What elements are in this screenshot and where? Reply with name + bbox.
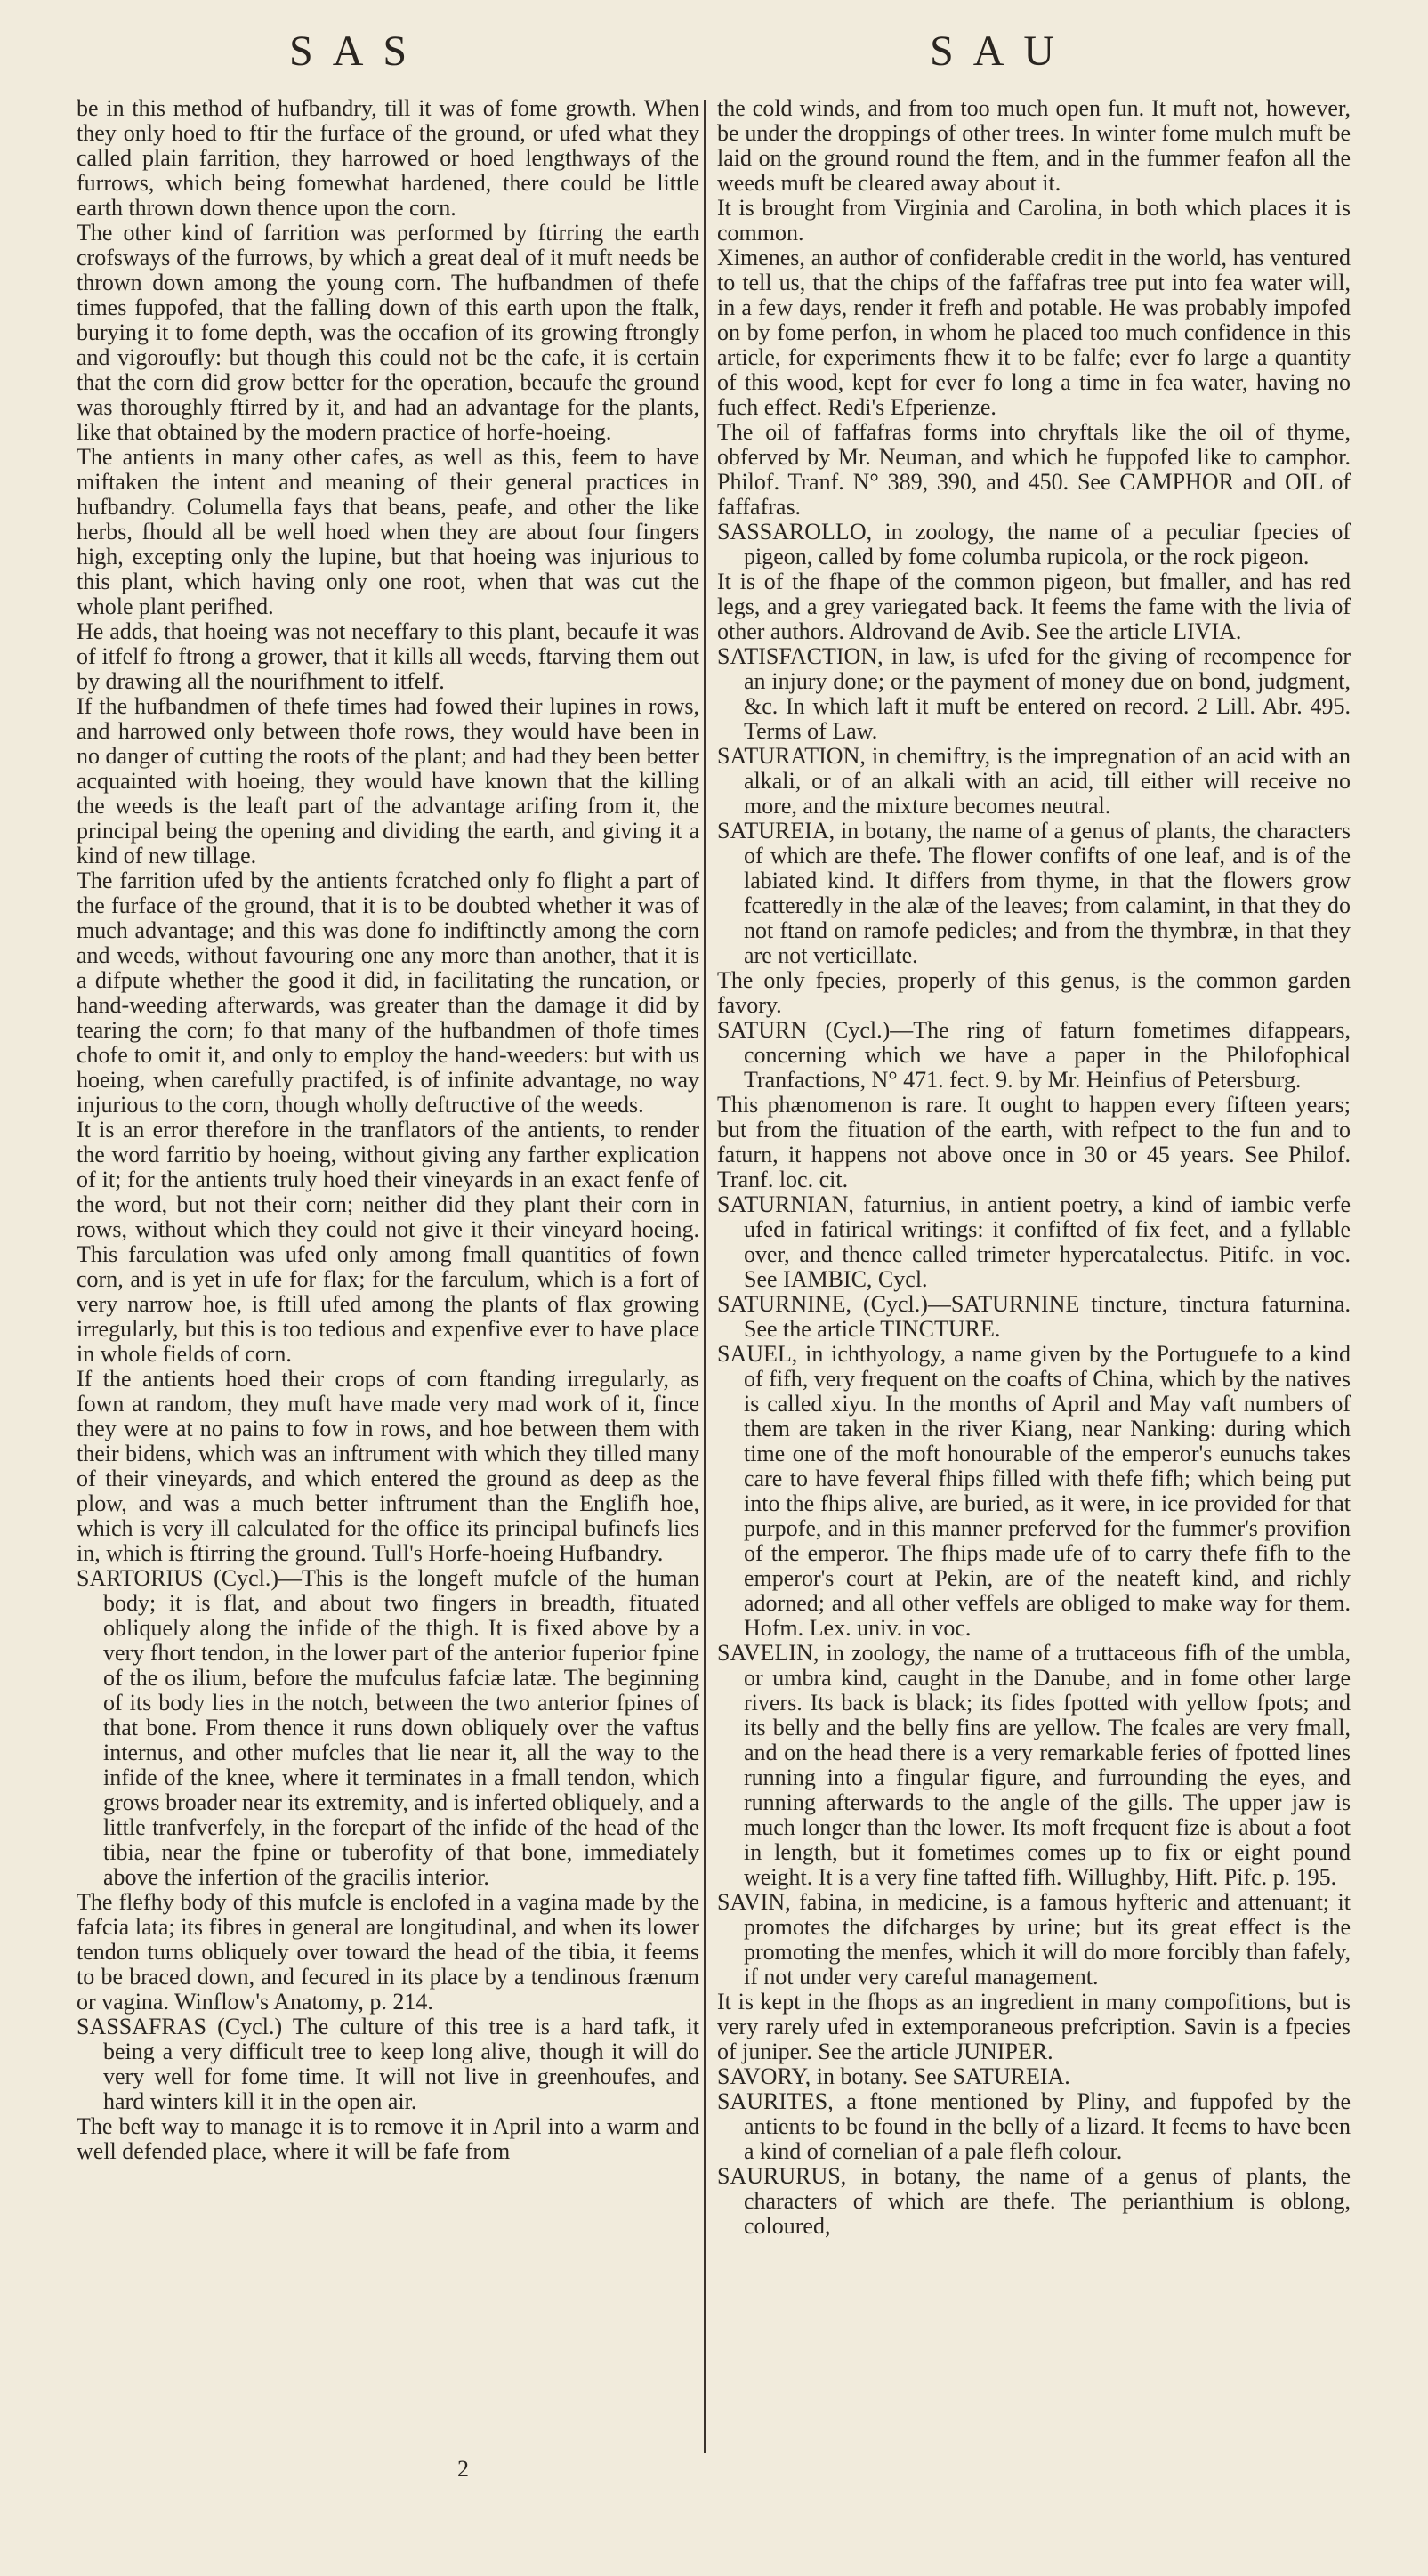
running-header [0,27,1428,80]
dictionary-entry: SAURURUS, in botany, the name of a genus of plants, the characters of which are thefe. The perianthium is oblong, coloured, [717,2163,1351,2239]
page-number: 2 [457,2456,469,2482]
paragraph: be in this method of hufbandry, till it was of fome growth. When they only hoed to ftir the furface of the ground, or ufed what they called plain farrition, they harrowed or hoed lengthways of the furrows, which being fomewhat hardened, there could be little earth thrown down thence upon the corn. [77,95,699,221]
paragraph: The antients in many other cafes, as well as this, feem to have miftaken the intent and meaning of their general practices in hufbandry. Columella fays that beans, peafe, and other the like herbs, fhould all be well hoed when they are about four fingers high, excepting only the lupine, but that hoeing was injurious to this plant, which having only one root, when that was cut the whole plant perifhed. [77,444,699,619]
dictionary-entry: SARTORIUS (Cycl.)—This is the longeft mufcle of the human body; it is flat, and about two fingers in breadth, fituated obliquely along the infide of the thigh. It is fixed above by a very fhort tendon, in the lower part of the anterior fuperior fpine of the os ilium, before the mufculus fafciæ latæ. The beginning of its body lies in the notch, between the two anterior fpines of that bone. From thence it runs down obliquely over the vaftus internus, and other mufcles that lie near it, all the way to the infide of the knee, where it terminates in a fmall tendon, which grows broader near its extremity, and is inferted obliquely, and a little tranfverfely, in the forepart of the infide of the head of the tibia, near the fpine or tuberofity of that bone, immediately above the infertion of the gracilis interior. [77,1565,699,1890]
paragraph: The other kind of farrition was performed by ftirring the earth crofsways of the furrows, by which a great deal of it muft needs be thrown down among the young corn. The hufbandmen of thefe times fuppofed, that the falling down of this earth upon the ftalk, burying it to fome depth, was the occafion of its growing ftrongly and vigoroufly: but though this could not be the cafe, it is certain that the corn did grow better for the operation, becaufe the ground was thoroughly ftirred by it, and had an advantage for the plants, like that obtained by the modern practice of horfe-hoeing. [77,220,699,445]
paragraph: The flefhy body of this mufcle is enclofed in a vagina made by the fafcia lata; its fibres in general are longitudinal, and when its lower tendon turns obliquely over toward the head of the tibia, it feems to be braced down, and fecured in its place by a tendinous frænum or vagina. Winflow's Anatomy, p. 214. [77,1889,699,2015]
paragraph: If the antients hoed their crops of corn ftanding irregularly, as fown at random, they muft have made very mad work of it, fince they were at no pains to fow in rows, and hoe between them with their bidens, which was an inftrument with which they tilled many of their vineyards, and which entered the ground as deep as the plow, and was a much better inftrument than the Englifh hoe, which is very ill calculated for the office its principal bufinefs lies in, which is ftirring the ground. Tull's Horfe-hoeing Hufbandry. [77,1366,699,1566]
dictionary-entry: SASSAROLLO, in zoology, the name of a peculiar fpecies of pigeon, called by fome columba rupicola, or the rock pigeon. [717,519,1351,569]
paragraph: The beft way to manage it is to remove it in April into a warm and well defended place, where it will be fafe from [77,2113,699,2164]
paragraph: It is of the fhape of the common pigeon, but fmaller, and has red legs, and a grey variegated back. It feems the fame with the livia of other authors. Aldrovand de Avib. See the article LIVIA. [717,569,1351,644]
right-column [717,96,1351,2239]
dictionary-entry: SATURN (Cycl.)—The ring of faturn fometimes difappears, concerning which we have a paper in the Philofophical Tranfactions, N° 471. fect. 9. by Mr. Heinfius of Petersburg. [717,1017,1351,1093]
paragraph: It is kept in the fhops as an ingredient in many compofitions, but is very rarely ufed in extemporaneous prefcription. Savin is a fpecies of juniper. See the article JUNIPER. [717,1989,1351,2064]
paragraph: This phænomenon is rare. It ought to happen every fifteen years; but from the fituation of the earth, with refpect to the fun and to faturn, it happens not above once in 30 or 45 years. See Philof. Tranf. loc. cit. [717,1092,1351,1192]
paragraph: The farrition ufed by the antients fcratched only fo flight a part of the furface of the ground, that it is to be doubted whether it was of much advantage; and this was done fo indiftinctly among the corn and weeds, without favouring one any more than another, that it is a difpute whether the good it did, in facilitating the runcation, or hand-weeding afterwards, was greater than the damage it did by tearing the corn; fo that many of the hufbandmen of thofe times chofe to omit it, and only to employ the hand-weeders: but with us hoeing, when carefully practifed, is of infinite advantage, no way injurious to the corn, though wholly deftructive of the weeds. [77,868,699,1118]
paragraph: the cold winds, and from too much open fun. It muft not, however, be under the droppings of other trees. In winter fome mulch muft be laid on the ground round the ftem, and in the fummer feafon all the weeds muft be cleared away about it. [717,95,1351,196]
paragraph: He adds, that hoeing was not neceffary to this plant, becaufe it was of itfelf fo ftrong a grower, that it kills all weeds, ftarving them out by drawing all the nourifhment to itfelf. [77,618,699,694]
dictionary-entry: SAVIN, fabina, in medicine, is a famous hyfteric and attenuant; it promotes the difcharges by urine; but its great effect is the promoting the menfes, which it will do more forcibly than fafely, if not under very careful management. [717,1889,1351,1990]
dictionary-entry: SATUREIA, in botany, the name of a genus of plants, the characters of which are thefe. The flower confifts of one leaf, and is of the labiated kind. It differs from thyme, in that the flowers grow fcatteredly in the alæ of the leaves; from calamint, in that they do not ftand on ramofe pedicles; and from the thymbræ, in that they are not verticillate. [717,818,1351,968]
paragraph: The oil of faffafras forms into chryftals like the oil of thyme, obferved by Mr. Neuman, and which he fuppofed like to camphor. Philof. Tranf. N° 389, 390, and 450. See CAMPHOR and OIL of faffafras. [717,419,1351,520]
dictionary-entry: SATURNINE, (Cycl.)—SATURNINE tincture, tinctura faturnina. See the article TINCTURE. [717,1291,1351,1342]
dictionary-entry: SAUEL, in ichthyology, a name given by the Portuguefe to a kind of fifh, very frequent on the coafts of China, which by the natives is called xiyu. In the months of April and May vaft numbers of them are taken in the river Kiang, near Nanking: during which time one of the moft honourable of the emperor's eunuchs takes care to have feveral fhips filled with thefe fifh; which being put into the fhips alive, are buried, as it were, in ice provided for that purpofe, and in this manner preferved for the fummer's provifion of the emperor. The fhips made ufe of to carry thefe fifh to the emperor's court at Pekin, are of the neateft kind, and richly adorned; and all other veffels are obliged to make way for them. Hofm. Lex. univ. in voc. [717,1341,1351,1641]
dictionary-entry: SAVELIN, in zoology, the name of a truttaceous fifh of the umbla, or umbra kind, caught in the Danube, and in fome other large rivers. Its back is black; its fides fpotted with yellow fpots; and its belly and the belly fins are yellow. The fcales are very fmall, and on the head there is a very remarkable feries of fpotted lines running into a fingular figure, and furrounding the eyes, and running afterwards to the angle of the gills. The upper jaw is much longer than the lower. Its moft frequent fize is about a foot in length, but it fometimes comes up to fix or eight pound weight. It is a very fine tafted fifh. Willughby, Hift. Pifc. p. 195. [717,1640,1351,1890]
dictionary-entry: SAURITES, a ftone mentioned by Pliny, and fuppofed by the antients to be found in the belly of a lizard. It feems to have been a kind of cornelian of a pale flefh colour. [717,2088,1351,2164]
dictionary-entry: SATURATION, in chemiftry, is the impregnation of an acid with an alkali, or of an alkali with an acid, till either will receive no more, and the mixture becomes neutral. [717,743,1351,819]
left-column [77,96,699,2164]
paragraph: Ximenes, an author of confiderable credit in the world, has ventured to tell us, that the chips of the faffafras tree put into fea water will, in a few days, render it frefh and potable. He was probably impofed on by fome perfon, in whom he placed too much confidence in this article, for experiments fhew it to be falfe; ever fo large a quantity of this wood, kept for ever fo long a time in fea water, having no fuch effect. Redi's Efperienze. [717,245,1351,420]
paragraph: It is brought from Virginia and Carolina, in both which places it is common. [717,195,1351,246]
paragraph: The only fpecies, properly of this genus, is the common garden favory. [717,967,1351,1018]
dictionary-entry: SAVORY, in botany. See SATUREIA. [717,2063,1070,2089]
column-divider [704,100,706,2453]
dictionary-entry: SASSAFRAS (Cycl.) The culture of this tree is a hard tafk, it being a very difficult tree to keep long alive, though it will do very well for fome time. It will not live in greenhoufes, and hard winters kill it in the open air. [77,2014,699,2114]
paragraph: If the hufbandmen of thefe times had fowed their lupines in rows, and harrowed only between thofe rows, they would have been in no danger of cutting the roots of the plant; and had they been better acquainted with hoeing, they would have known that the killing the weeds is the leaft part of the advantage arifing from it, the principal being the opening and dividing the earth, and giving it a kind of new tillage. [77,693,699,868]
header-right: SAU [930,28,1075,75]
header-left: SAS [289,28,427,75]
paragraph: It is an error therefore in the tranflators of the antients, to render the word farritio by hoeing, without giving any farther explication of it; for the antients truly hoed their vineyards in an exact fenfe of the word, but not their corn; neither did they plant their corn in rows, without which they could not give it their vineyard hoeing. This farculation was ufed only among fmall quantities of fown corn, and is yet in ufe for flax; for the farculum, which is a fort of very narrow hoe, is ftill ufed among the plants of flax growing irregularly, but this is too tedious and expenfive ever to have place in whole fields of corn. [77,1117,699,1367]
dictionary-entry: SATURNIAN, faturnius, in antient poetry, a kind of iambic verfe ufed in fatirical writings: it confifted of fix feet, and a fyllable over, and thence called trimeter hypercatalectus. Pitifc. in voc. See IAMBIC, Cycl. [717,1191,1351,1292]
dictionary-entry: SATISFACTION, in law, is ufed for the giving of recompence for an injury done; or the payment of money due on bond, judgment, &c. In which laft it muft be entered on record. 2 Lill. Abr. 495. Terms of Law. [717,643,1351,744]
